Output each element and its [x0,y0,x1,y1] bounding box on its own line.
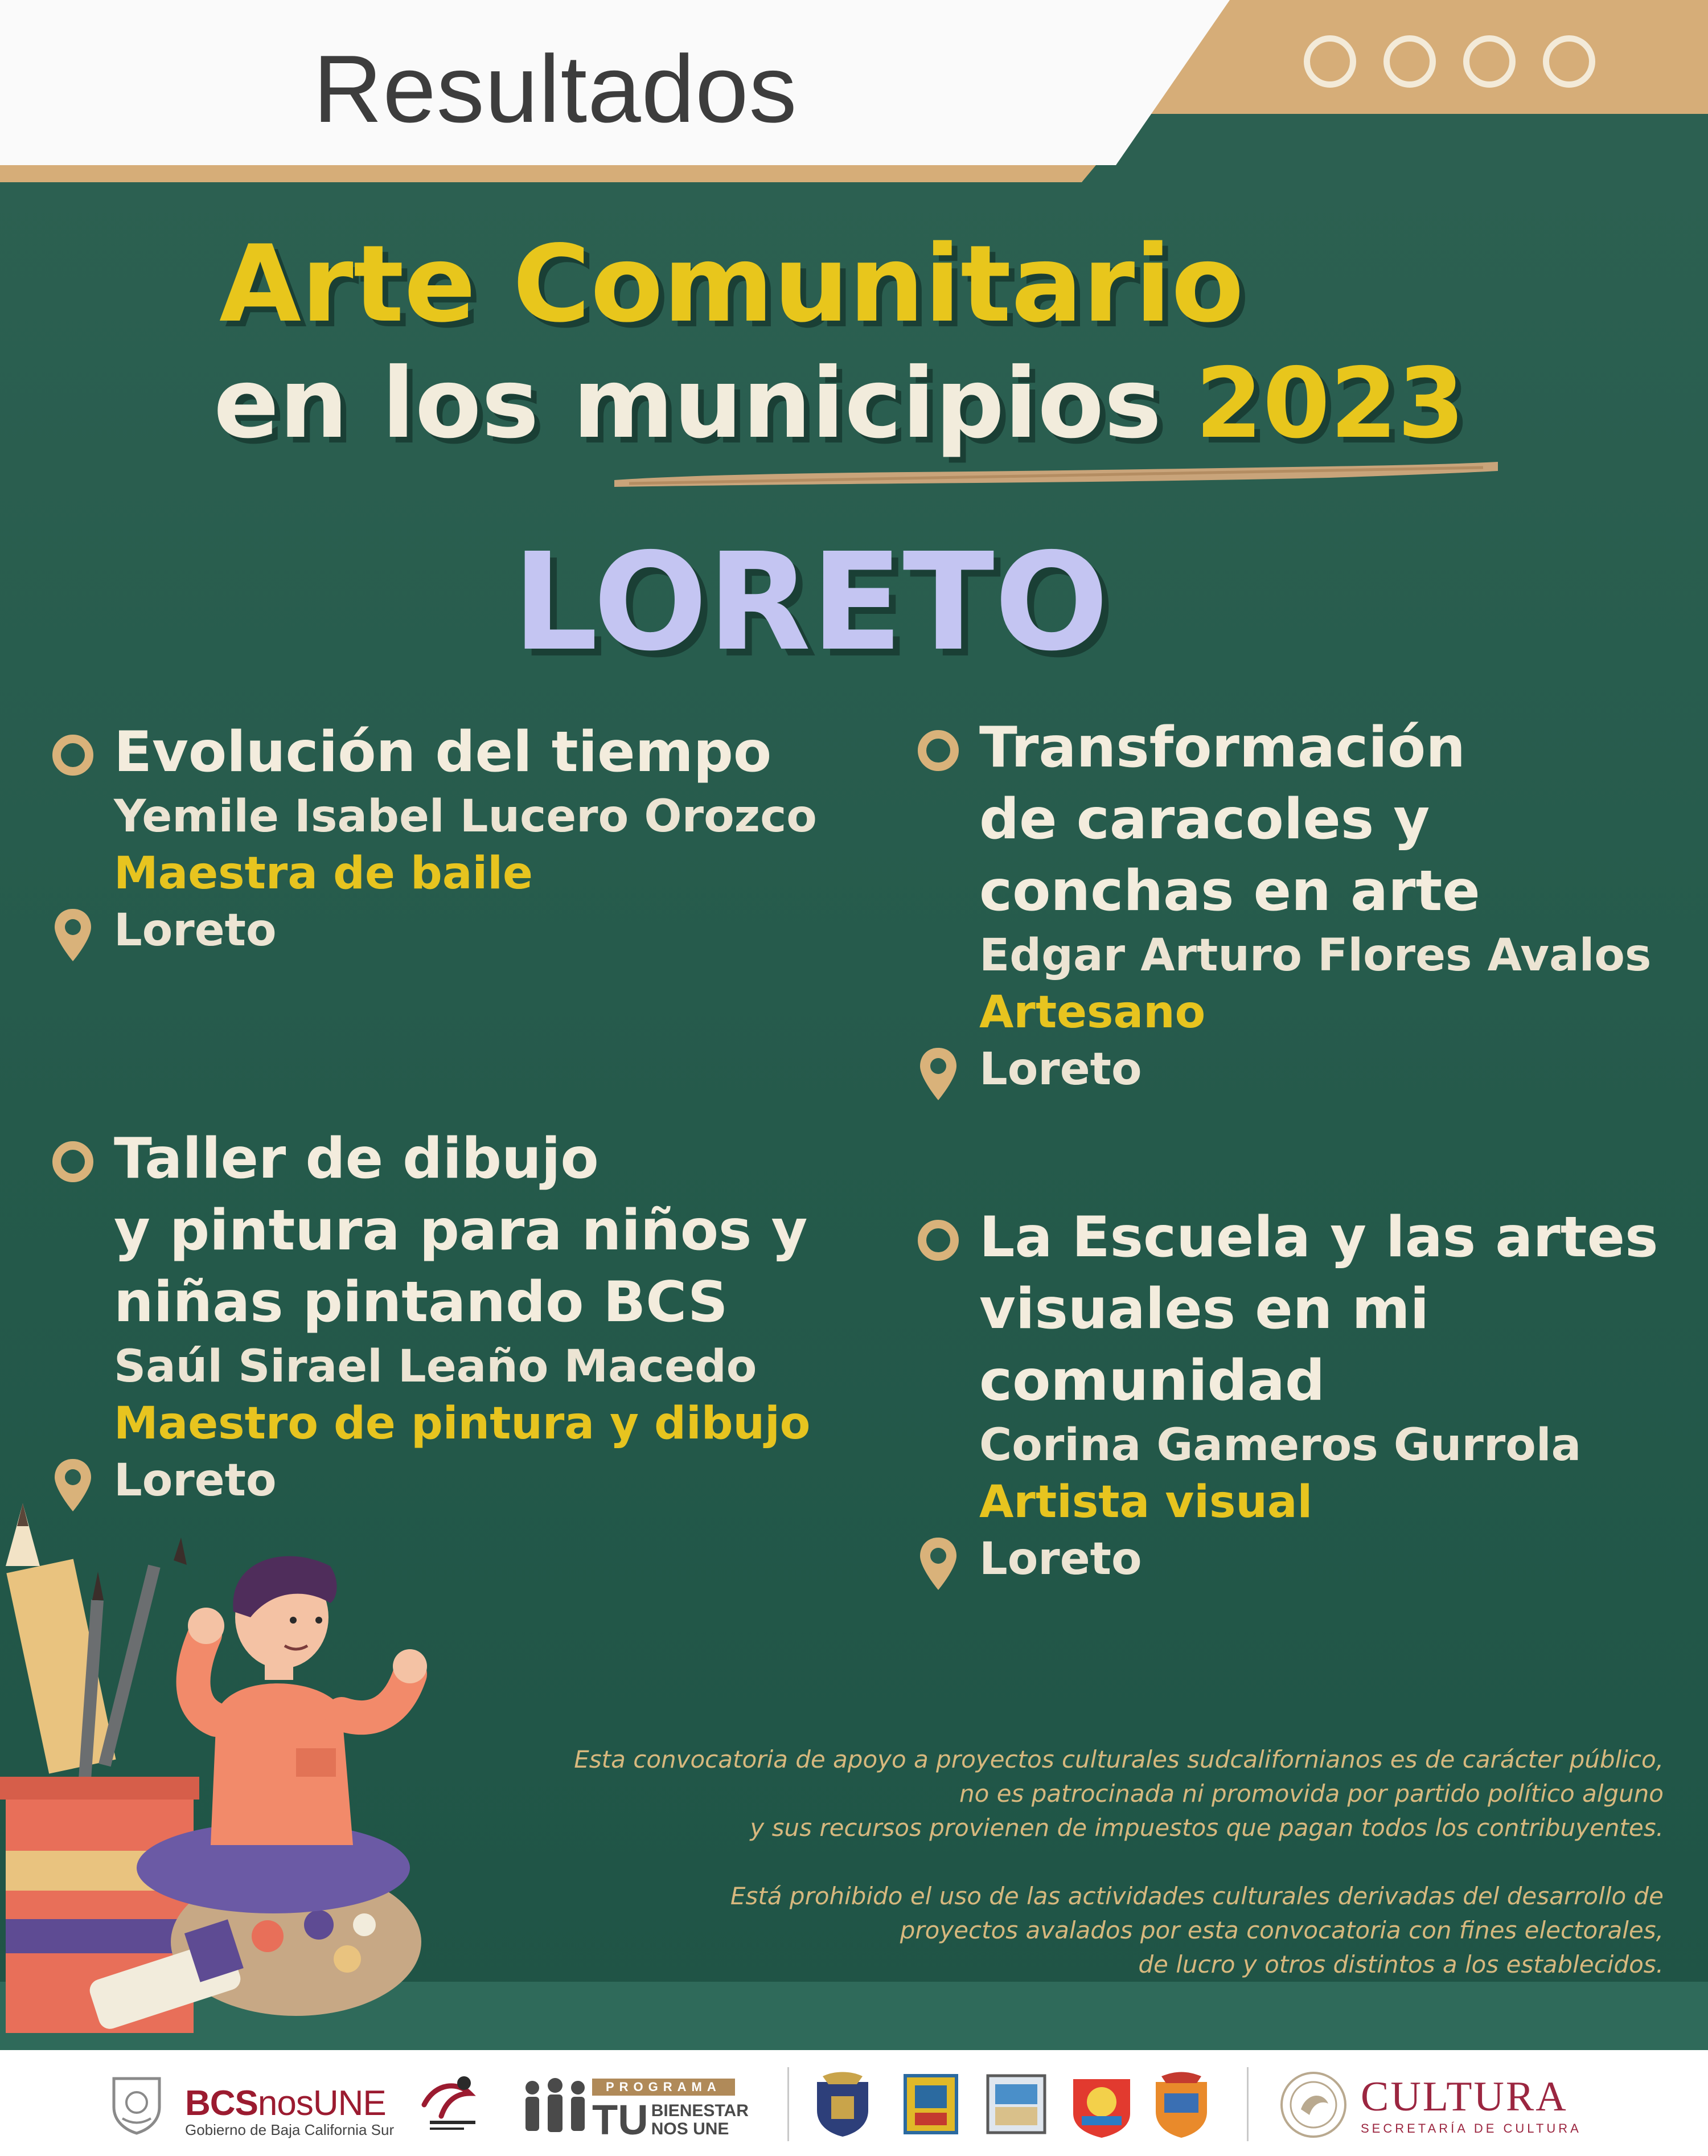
project-entry-4 [979,1202,1697,1588]
bcs-nos-une-logo [185,2083,394,2139]
location-pin-icon [51,907,95,977]
notice-line: proyectos avalados por esta convocatoria con fines electorales, [900,1916,1664,1944]
location-pin-icon [917,1535,960,1606]
municipal-shield-icon [1068,2071,1136,2141]
footer-divider [1247,2067,1249,2141]
subtitle-text: en los municipios [214,347,1162,460]
main-title: Arte Comunitario [219,222,1244,346]
project-location-text: Loreto [979,1044,1142,1095]
program-tag: PROGRAMA [592,2079,735,2096]
project-entry-1 [114,716,854,959]
notice-line: no es patrocinada ni promovida por partido político alguno [959,1780,1664,1807]
project-title: Taller de dibujo y pintura para niños y niñas pintando BCS [114,1126,808,1335]
project-role: Maestro de pintura y dibujo [114,1398,811,1449]
national-coat-of-arms-icon [1278,2069,1349,2143]
project-entry-2 [979,712,1697,1098]
footer-divider [787,2067,789,2141]
project-location-text: Loreto [979,1534,1142,1585]
project-location [114,902,854,959]
project-location-text: Loreto [114,905,277,956]
bullet-circle-icon [918,730,959,771]
municipal-shield-icon [1150,2071,1213,2141]
location-pin-icon [917,1046,960,1116]
title-year: 2023 [1195,347,1465,460]
project-location-text: Loreto [114,1455,277,1506]
notice-line: Esta convocatoria de apoyo a proyectos culturales sudcalifornianos es de carácter público, [574,1745,1664,1773]
notice-line: de lucro y otros distintos a los establecidos. [1138,1950,1664,1978]
cultura-logo-subtitle: SECRETARÍA DE CULTURA [1361,2121,1582,2135]
bullet-circle-icon [52,1141,93,1182]
municipal-shield-icon [902,2073,959,2138]
municipal-shield-icon [811,2071,874,2141]
bullet-circle-icon [918,1220,959,1261]
project-role: Artesano [979,987,1206,1038]
people-group-icon [521,2077,589,2137]
project-title: Transformación de caracoles y conchas en arte [979,715,1480,924]
municipal-shield-icon [985,2073,1048,2138]
state-seal-icon [105,2073,168,2138]
brush-stroke-divider [612,458,1500,495]
project-role: Maestra de baile [114,848,533,899]
program-tu: TU [592,2096,648,2143]
decorative-circle [1383,35,1436,88]
program-name [651,2102,749,2138]
bcs-logo-subtitle: Gobierno de Baja California Sur [185,2121,395,2138]
bienestar-program-logo [592,2079,749,2144]
program-line2: NOS UNE [651,2119,729,2138]
project-title: La Escuela y las artes visuales en mi comunidad [979,1205,1658,1413]
bcs-logo-main: BCS [185,2084,258,2123]
institute-logo-icon [418,2071,487,2141]
project-location [114,1452,900,1509]
footer-logos [0,2050,1708,2156]
legal-notice [354,1743,1664,1982]
project-author: Saúl Sirael Leaño Macedo [114,1341,757,1392]
subtitle [214,347,1465,460]
bullet-circle-icon [52,735,93,776]
project-title: Evolución del tiempo [114,720,772,785]
project-role: Artista visual [979,1477,1313,1528]
header-title: Resultados [313,35,798,142]
notice-line: Está prohibido el uso de las actividades culturales derivadas del desarrollo de [730,1882,1664,1910]
project-entry-3 [114,1123,900,1509]
decorative-circle [1463,35,1516,88]
project-location [979,1041,1697,1098]
project-location [979,1531,1697,1588]
project-author: Corina Gameros Gurrola [979,1420,1582,1471]
decorative-circle [1543,35,1595,88]
program-line1: BIENESTAR [651,2101,749,2120]
municipality-title: LORETO [512,524,1109,681]
project-author: Yemile Isabel Lucero Orozco [114,791,817,842]
project-author: Edgar Arturo Flores Avalos [979,930,1652,981]
notice-line: y sus recursos provienen de impuestos que pagan todos los contribuyentes. [750,1814,1664,1842]
bcs-logo-suffix: nosUNE [257,2084,386,2123]
cultura-logo [1361,2073,1582,2136]
decorative-circle [1304,35,1356,88]
cultura-logo-text: CULTURA [1361,2073,1568,2120]
